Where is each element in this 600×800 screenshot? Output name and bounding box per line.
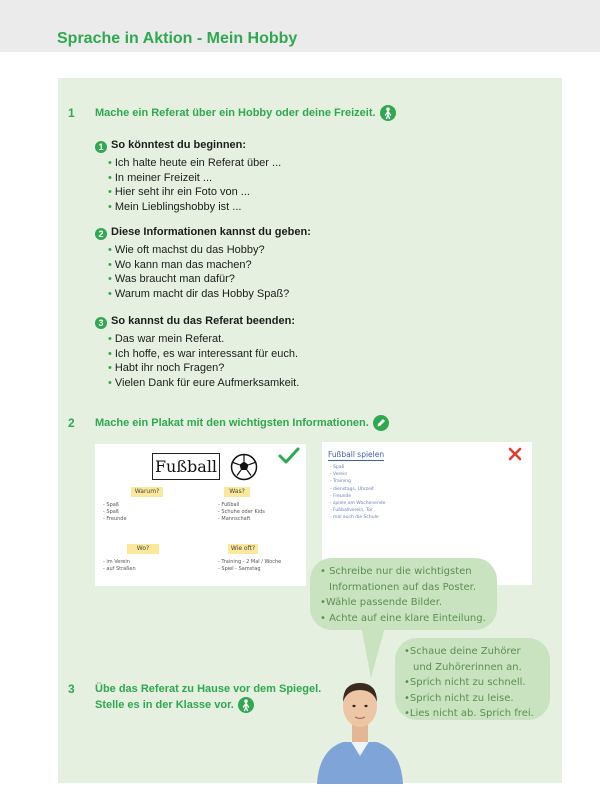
marker-2: 2 (95, 228, 107, 240)
sticky-note-warum: Warum? (131, 487, 163, 497)
task-3-number: 3 (68, 682, 75, 696)
section-1-heading: So könntest du beginnen: (111, 139, 247, 151)
cross-icon (507, 446, 523, 467)
list-item: • Das war mein Referat. (108, 332, 299, 347)
page-title: Sprache in Aktion - Mein Hobby (57, 30, 298, 47)
note-lines: - Fußball - Schuhe oder Kids - Mannschaft (218, 502, 265, 522)
pencil-icon (373, 415, 389, 431)
list-item: • Ich hoffe, es war interessant für euch. (108, 347, 299, 362)
section-3 (95, 313, 299, 390)
section-1 (95, 137, 281, 214)
task-2-number: 2 (68, 416, 75, 430)
section-3-heading: So kannst du das Referat beenden: (111, 315, 295, 327)
sticky-note-was: Was? (224, 487, 250, 497)
marker-3: 3 (95, 317, 107, 329)
checkmark-icon (277, 445, 301, 472)
sticky-note-wie-oft: Wie oft? (228, 544, 258, 554)
bad-poster-lines: - Spaß - Verein - Training - dienstags, Uhrzeit - Freunde - spiele am Wochenende - Fußballverein, Tor - mal auch die Schule (330, 465, 386, 521)
list-item: • Mein Lieblingshobby ist ... (108, 200, 281, 215)
tip-line: •Sprich nicht zu schnell. (404, 677, 526, 688)
presentation-tips-bubble (395, 638, 550, 720)
section-2-heading: Diese Informationen kannst du geben: (111, 226, 311, 238)
bad-poster-title: Fußball spielen (328, 450, 385, 459)
tip-line: •Wähle passende Bilder. (320, 597, 443, 608)
speaking-person-icon (238, 697, 254, 713)
marker-1: 1 (95, 141, 107, 153)
tip-line: und Zuhörerinnen an. (413, 661, 522, 673)
poster-title: Fußball (152, 453, 220, 480)
list-item: • In meiner Freizeit ... (108, 171, 281, 186)
task-1-number: 1 (68, 106, 75, 120)
list-item: • Wo kann man das machen? (108, 258, 311, 273)
good-poster-example (95, 444, 306, 586)
note-lines: - Training - 2 Mal / Woche - Spiel - Samstag (218, 559, 282, 572)
student-photo (315, 672, 405, 784)
section-2 (95, 224, 311, 301)
list-item: • Ich halte heute ein Referat über ... (108, 156, 281, 171)
task-1-text: Mache ein Referat über ein Hobby oder deine Freizeit. (95, 105, 396, 121)
tip-line: •Lies nicht ab. Sprich frei. (404, 708, 534, 719)
soccer-ball-icon (230, 453, 258, 486)
tip-line: • Achte auf eine klare Einteilung. (320, 612, 486, 624)
list-item: • Vielen Dank für eure Aufmerksamkeit. (108, 376, 299, 391)
sticky-note-wo: Wo? (127, 544, 159, 554)
tip-line: •Sprich nicht zu leise. (404, 692, 514, 704)
note-lines: - im Verein - auf Straßen (103, 559, 136, 572)
task-2-text: Mache ein Plakat mit den wichtigsten Informationen. (95, 415, 389, 431)
list-item: • Was braucht man dafür? (108, 272, 311, 287)
note-lines: - Spaß - Spaß - Freunde (103, 502, 127, 522)
list-item: • Hier seht ihr ein Foto von ... (108, 185, 281, 200)
list-item: • Wie oft machst du das Hobby? (108, 243, 311, 258)
speaking-person-icon (380, 105, 396, 121)
list-item: • Warum macht dir das Hobby Spaß? (108, 287, 311, 302)
list-item: • Habt ihr noch Fragen? (108, 361, 299, 376)
tip-line: •Schaue deine Zuhörer (404, 646, 521, 657)
poster-tips-bubble (310, 558, 497, 630)
tip-line: Informationen auf das Poster. (329, 581, 477, 593)
tip-line: • Schreibe nur die wichtigsten (320, 566, 472, 577)
task-3-text: Übe das Referat zu Hause vor dem Spiegel. Stelle es in der Klasse vor. (95, 681, 321, 713)
